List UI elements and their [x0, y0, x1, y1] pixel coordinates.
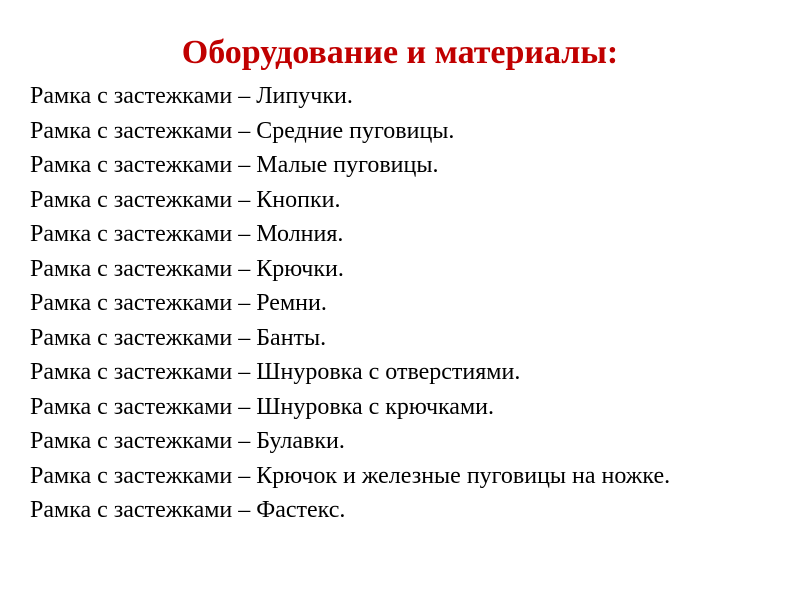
list-item: Рамка с застежками – Кнопки.	[30, 186, 341, 213]
list-item: Рамка с застежками – Фастекс.	[30, 497, 346, 523]
list-item: Рамка с застежками – Шнуровка с крючками.	[30, 393, 494, 420]
equipment-list	[30, 79, 750, 528]
slide-title: Оборудование и материалы:	[181, 34, 619, 71]
list-item: Рамка с застежками – Малые пуговицы.	[30, 152, 439, 178]
list-item: Рамка с застежками – Средние пуговицы.	[30, 117, 455, 144]
list-item: Рамка с застежками – Молния.	[30, 221, 344, 247]
list-item: Рамка с застежками – Крючок и железные пуговицы на ножке.	[30, 462, 671, 489]
list-item: Рамка с застежками – Булавки.	[30, 428, 345, 454]
list-item: Рамка с застежками – Крючки.	[30, 255, 344, 282]
list-item: Рамка с застежками – Банты.	[30, 324, 327, 351]
list-item: Рамка с застежками – Липучки.	[30, 83, 353, 109]
list-item: Рамка с застежками – Ремни.	[30, 290, 327, 316]
list-item: Рамка с застежками – Шнуровка с отверстиями.	[30, 359, 521, 385]
